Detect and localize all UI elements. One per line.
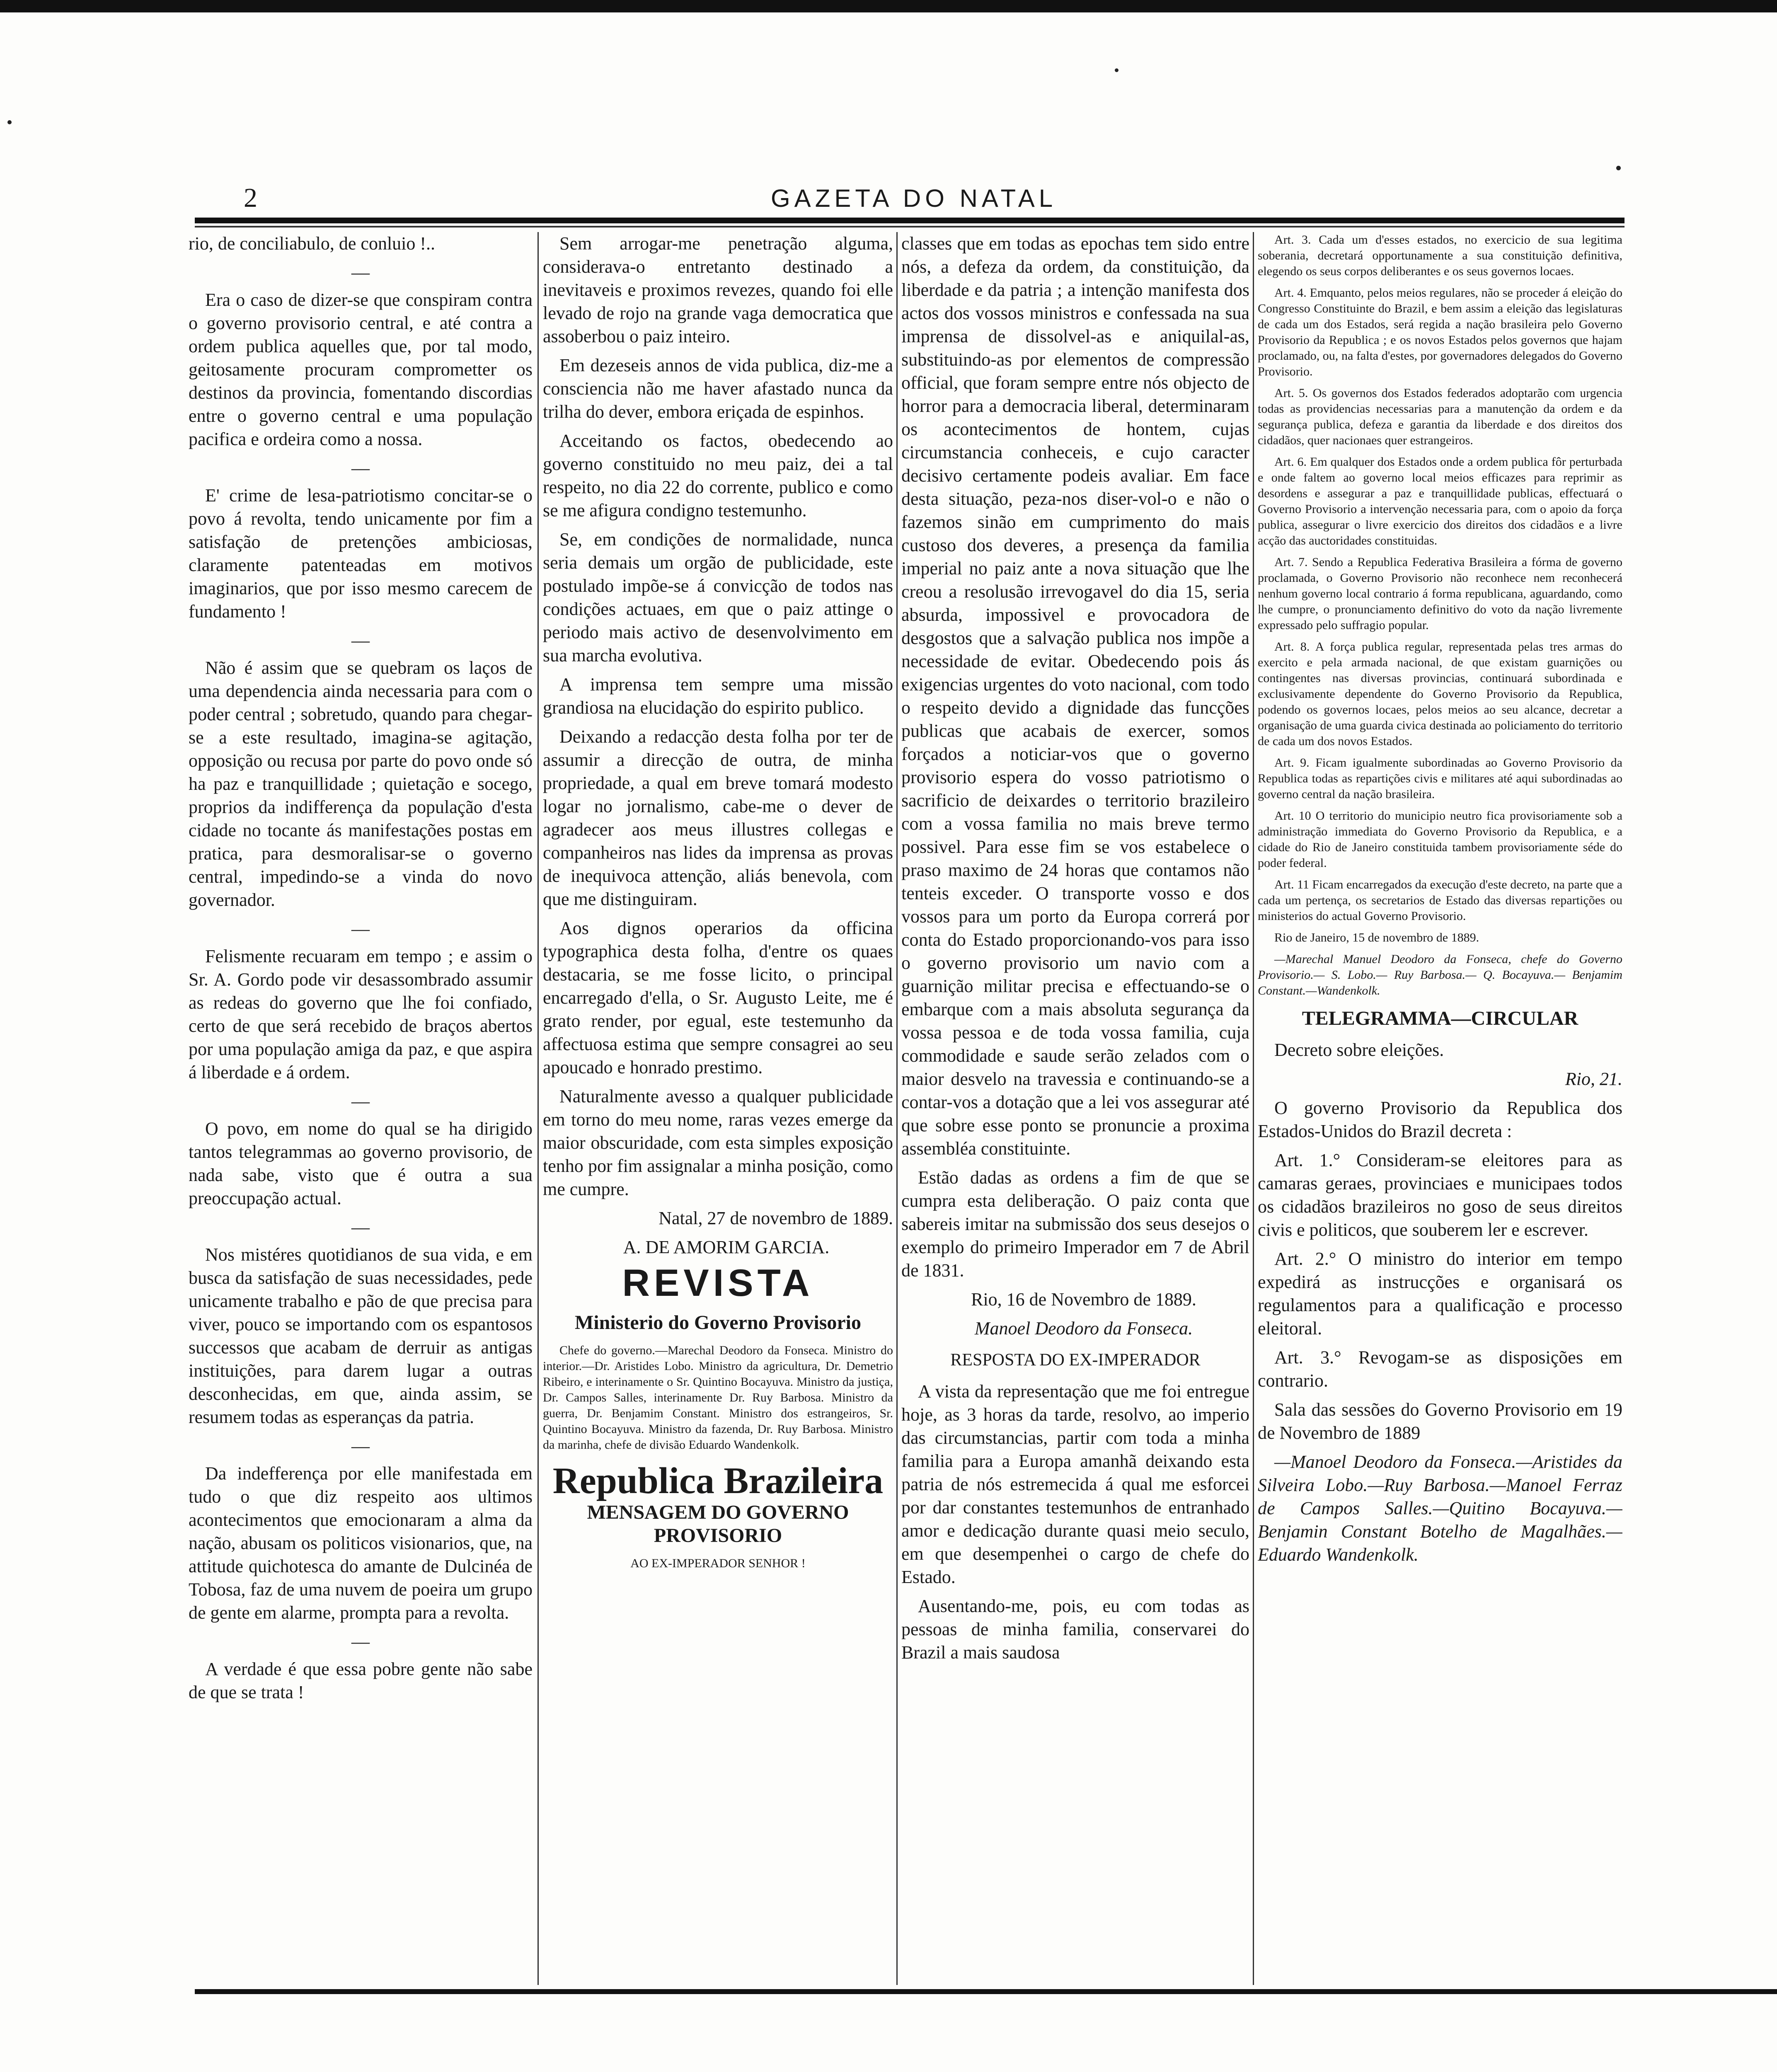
paragraph: O governo Provisorio da Republica dos Estados-Unidos do Brazil decreta : xyxy=(1258,1098,1622,1141)
ministerio-heading: Ministerio do Governo Provisorio xyxy=(574,1312,862,1334)
column-divider xyxy=(1253,232,1254,1985)
paragraph: Nos mistéres quotidianos de sua vida, e em busca da satisfação de suas necessidades, pede unicamente trabalho e pão de que precisa para viver, pouco se importando com os espantosos successos que acabam de derruir as antigas instituições, para darem lugar a outras desconhecidas, em que, ainda assim, se resumem todas as esperanças da patria. xyxy=(189,1244,533,1427)
header-rule xyxy=(195,218,1624,223)
footer-rule xyxy=(195,1989,1777,1994)
paragraph: E' crime de lesa-patriotismo concitar-se o povo á revolta, tendo unicamente por fim a satisfação de pretenções ambiciosas, claramente patenteadas em motivos imaginarios, que por isso mesmo carecem de fundamento ! xyxy=(189,485,533,622)
paragraph: Não é assim que se quebram os laços de uma dependencia ainda necessaria para com o poder central ; sobretudo, quando para chegar-se a este resultado, imagina-se agitação, opposição ou recusa por parte do povo onde só ha paz e tranquillidade ; quietação e socego, proprios da indifferença da população d'esta cidade no tocante ás manifestações postas em pratica, para desmoralisar-se o governo central, impedindo-se a vinda do novo governador. xyxy=(189,658,533,910)
article: Art. 8. A força publica regular, representada pelas tres armas do exercito e pela armada nacional, de que existam guarnições ou contingentes nas diversas provincias, continuará subordinada e exclusivamente dependente do Governo Provisorio da Republica, podendo os governos locaes, pelos meios ao seu alcance, decretar a organisação de uma guarda civica destinada ao policiamento do territorio de cada um dos novos Estados. xyxy=(1258,640,1622,748)
signature: Manoel Deodoro da Fonseca. xyxy=(974,1318,1193,1339)
signature: A. DE AMORIM GARCIA. xyxy=(623,1237,830,1257)
column-divider xyxy=(537,232,539,1985)
dateline: Natal, 27 de novembro de 1889. xyxy=(659,1208,893,1228)
paragraph: Art. 3.° Revogam-se as disposições em contrario. xyxy=(1258,1347,1622,1391)
paragraph: Sala das sessões do Governo Provisorio em 19 de Novembro de 1889 xyxy=(1258,1399,1622,1443)
paragraph: Art. 1.° Consideram-se eleitores para as camaras geraes, provinciaes e municipaes todos os cidadãos brazileiros no goso de seus direitos civis e politicos, que souberem ler e escrever. xyxy=(1258,1150,1622,1240)
paragraph: O povo, em nome do qual se ha dirigido tantos telegrammas ao governo provisorio, de nada sabe, visto que é outra a sua preoccupação actual. xyxy=(189,1118,533,1208)
dateline: Rio, 16 de Novembro de 1889. xyxy=(971,1289,1196,1310)
paragraph: classes que em todas as epochas tem sido entre nós, a defeza da ordem, da constituição, da liberdade e da patria ; a intenção manifesta dos actos dos vossos ministros e confessada na sua imprensa de dissolvel-as e aniquilal-as, substituindo-as por elementos de compressão official, que foram sempre entre nós objecto de horror para a democracia liberal, determinaram os acontecimentos de hontem, cujas circumstancia conheceis, e cujo caracter decisivo certamente podeis avaliar. Em face desta situação, peza-nos diser-vol-o e não o fazemos sinão em cumprimento do mais custoso dos deveres, a presença da familia imperial no paiz ante a nova situação que lhe creou a resolusão irrevogavel do dia 15, seria absurda, impossivel e provocadora de desgostos que a salvação publica nos impõe a necessidade de evitar. Obedecendo pois ás exigencias urgentes do voto nacional, com todo o respeito devido a dignidade das funcções publicas que acabais de exercer, somos forçados a noticiar-vos que o governo provisorio espera do vosso patriotismo o sacrificio de deixardes o territorio brazileiro com a vossa familia no mais breve termo possivel. Para esse fim se vos estabelece o praso maximo de 24 horas que contamos não tenteis exceder. O transporte vosso e dos vossos para um porto da Europa correrá por conta do Estado proporcionando-vos para isso o governo provisorio um navio com a guarnição militar precisa e effectuando-se o embarque com a mais absoluta segurança da vossa pessoa e de toda vossa familia, cuja commodidade e saude serão zelados com o maior desvelo na travessia e continuando-se a contar-vos a dotação que a lei vos assegurar até que sobre esse ponto se pronuncie a proxima assembléa constituinte. xyxy=(901,233,1249,1159)
ministers-list: Chefe do governo.—Marechal Deodoro da Fonseca. Ministro do interior.—Dr. Aristides Lobo. Ministro da agricultura, Dr. Demetrio Ribeiro, e interinamente o Sr. Quintino Bocayuva. Ministro da justiça, Dr. Campos Salles, interinamente Dr. Ruy Barbosa. Ministro da guerra, Dr. Benjamim Constant. Ministro dos estrangeiros, Sr. Quintino Bocayuva. Ministro da fazenda, Dr. Ruy Barbosa. Ministro da marinha, chefe de divisão Eduardo Wandenkolk. xyxy=(543,1343,893,1452)
paragraph: A imprensa tem sempre uma missão grandiosa na elucidação do espirito publico. xyxy=(543,674,893,718)
column-divider xyxy=(896,232,898,1985)
separator: — xyxy=(351,1631,370,1652)
mensagem-heading: MENSAGEM DO GOVERNO PROVISORIO xyxy=(587,1501,849,1547)
article: Art. 3. Cada um d'esses estados, no exercicio de sua legitima soberania, decretará opportunamente a sua constituição definitiva, elegendo os seus corpos deliberantes e os seus governos locaes. xyxy=(1258,233,1622,278)
paragraph: A vista da representação que me foi entregue hoje, as 3 horas da tarde, resolvo, ao imperio das circumstancias, partir com toda a minha familia para a Europa amanhã deixando esta patria de nós estremecida á qual me esforcei por dar constantes testemunhos de entranhado amor e dedicação durante quasi meio seculo, em que desempenhei o cargo de chefe do Estado. xyxy=(901,1381,1249,1587)
article: Art. 7. Sendo a Republica Federativa Brasileira a fórma de governo proclamada, o Governo Provisorio não reconhece nem reconhecerá nenhum governo local contrario á forma republicana, aguardando, como lhe cumpre, o pronunciamento definitivo do voto da nação livremente expressado pelo suffragio popular. xyxy=(1258,555,1622,632)
paragraph: Estão dadas as ordens a fim de que se cumpra esta deliberação. O paiz conta que sabereis imitar na submissão dos seus desejos o exemplo do primeiro Imperador em 7 de Abril de 1831. xyxy=(901,1167,1249,1280)
scan-edge xyxy=(0,0,1777,12)
scan-speck xyxy=(7,120,12,124)
header-rule-thin xyxy=(195,226,1624,228)
paragraph: A verdade é que essa pobre gente não sabe de que se trata ! xyxy=(189,1659,533,1702)
separator: — xyxy=(351,458,370,478)
page-header xyxy=(195,182,1620,215)
article: Art. 9. Ficam igualmente subordinadas ao Governo Provisorio da Republica todas as repartições civis e militares até aqui subordinadas ao governo central da nação brasileira. xyxy=(1258,756,1622,801)
separator: — xyxy=(351,630,370,651)
paragraph: Naturalmente avesso a qualquer publicidade em torno do meu nome, raras vezes emerge da maior obscuridade, com esta simples exposição tenho por fim assignalar a minha posição, como me cumpre. xyxy=(543,1086,893,1199)
scan-speck xyxy=(1115,68,1118,72)
article: Art. 6. Em qualquer dos Estados onde a ordem publica fôr perturbada e onde faltem ao governo local meios efficazes para reprimir as desordens e assegurar a paz e tranquillidade publicas, effectuará o Governo Provisorio a intervenção necessaria para, com o apoio da força publica, assegurar o livre exercicio dos direitos dos cidadãos e a livre acção das auctoridades constituidas. xyxy=(1258,455,1622,547)
article: Art. 10 O territorio do municipio neutro fica provisoriamente sob a administração immediata do Governo Provisorio da Republica, e a cidade do Rio de Janeiro constituida tambem provisoriamente séde do poder federal. xyxy=(1258,809,1622,870)
column-4 xyxy=(1258,232,1622,1985)
telegramma-heading: TELEGRAMMA—CIRCULAR xyxy=(1302,1007,1578,1029)
dateline: Rio, 21. xyxy=(1565,1069,1622,1089)
paragraph: Em dezeseis annos de vida publica, diz-me a consciencia não me haver afastado nunca da trilha do dever, embora eriçada de espinhos. xyxy=(543,355,893,422)
separator: — xyxy=(351,262,370,283)
revista-heading: REVISTA xyxy=(622,1262,814,1304)
paragraph: Da indefferença por elle manifestada em tudo o que diz respeito aos ultimos acontecimentos que emocionaram a alma da nação, abusam os politicos visionarios, que, na attitude quichotesca do amante de Dulcinéa de Tobosa, faz de uma nuvem de poeira um grupo de gente em alarme, prompta para a revolta. xyxy=(189,1463,533,1623)
decree-title: Decreto sobre eleições. xyxy=(1274,1040,1444,1060)
paragraph: Ausentando-me, pois, eu com todas as pessoas de minha familia, conservarei do Brazil a mais saudosa xyxy=(901,1596,1249,1663)
column-1 xyxy=(189,232,533,1985)
separator: — xyxy=(351,919,370,939)
article: Art. 4. Emquanto, pelos meios regulares, não se proceder á eleição do Congresso Constituinte do Brazil, e bem assim a eleição das legislaturas de cada um dos Estados, será regida a nação brasileira pelo Governo Provisorio da Republica ; e os novos Estados pelos governos que hajam proclamado, ou, na falta d'estes, por governadores delegados do Governo Provisorio. xyxy=(1258,286,1622,378)
masthead-title: GAZETA DO NATAL xyxy=(771,184,1057,212)
paragraph: Era o caso de dizer-se que conspiram contra o governo provisorio central, e até contra a ordem publica aquelles que, por tal modo, geitosamente procuram comprometter os destinos da provincia, fomentando discordias entre o governo central e uma população pacifica e ordeira como a nossa. xyxy=(189,290,533,449)
signatures: —Manoel Deodoro da Fonseca.—Aristides da Silveira Lobo.—Ruy Barbosa.—Manoel Ferraz de Campos Salles.—Quitino Bocayuva.— Benjamin Constant Botelho de Magalhães.—Eduardo Wandenkolk. xyxy=(1258,1452,1622,1565)
scan-speck xyxy=(1616,166,1621,170)
separator: — xyxy=(351,1091,370,1111)
paragraph: Se, em condições de normalidade, nunca seria demais um orgão de publicidade, este postulado impõe-se á convicção de todos nas condições actuaes, em que o paiz attinge o periodo mais activo de desenvolvimento em sua marcha evolutiva. xyxy=(543,529,893,666)
dateline: Rio de Janeiro, 15 de novembro de 1889. xyxy=(1274,931,1479,944)
separator: — xyxy=(351,1436,370,1456)
paragraph: Deixando a redacção desta folha por ter de assumir a direcção de outra, de minha propriedade, a qual em breve tomará modesto logar no jornalismo, cabe-me o dever de agradecer aos meus illustres collegas e companheiros nas lides da imprensa as provas de inequivoca attenção, aliás benevola, com que me distinguiram. xyxy=(543,726,893,909)
article: Art. 11 Ficam encarregados da execução d'este decreto, na parte que a cada um pertença, os secretarios de Estado das diversas repartições ou ministerios do actual Governo Provisorio. xyxy=(1258,878,1622,923)
signatures: —Marechal Manuel Deodoro da Fonseca, chefe do Governo Provisorio.— S. Lobo.— Ruy Barbosa.— Q. Bocayuva.— Benjamim Constant.—Wandenkolk. xyxy=(1258,952,1622,997)
paragraph: rio, de conciliabulo, de conluio !.. xyxy=(189,233,436,254)
paragraph: Art. 2.° O ministro do interior em tempo expedirá as instrucções e organisará os regulamentos para a qualificação e processo eleitoral. xyxy=(1258,1249,1622,1339)
separator: — xyxy=(351,1217,370,1237)
paragraph: Sem arrogar-me penetração alguma, considerava-o entretanto destinado a inevitaveis e proximos revezes, quando foi elle levado de rojo na grande vaga democratica que assoberbou o paiz inteiro. xyxy=(543,233,893,346)
resposta-heading: RESPOSTA DO EX-IMPERADOR xyxy=(950,1351,1201,1370)
paragraph: Aos dignos operarios da officina typographica desta folha, d'entre os quaes destacaria, se me fosse licito, o principal encarregado d'ella, o Sr. Augusto Leite, me é grato render, por egual, este testemunho da affectuosa estima que sempre consagrei ao seu apoucado e honrado prestimo. xyxy=(543,918,893,1077)
column-3 xyxy=(901,232,1249,1985)
paragraph: Felismente recuaram em tempo ; e assim o Sr. A. Gordo pode vir desassombrado assumir as redeas do governo que lhe foi confiado, certo de que será recebido de braços abertos por uma população amiga da paz, e que aspira á liberdade e á ordem. xyxy=(189,946,533,1082)
article: Art. 5. Os governos dos Estados federados adoptarão com urgencia todas as providencias necessarias para a manutenção da ordem e da segurança publica, defeza e garantia da liberdade e dos direitos dos cidadãos, quer nacionaes quer estrangeiros. xyxy=(1258,386,1622,447)
paragraph: Acceitando os factos, obedecendo ao governo constituido no meu paiz, dei a tal respeito, no dia 22 do corrente, publico e como se me afigura condigno testemunho. xyxy=(543,431,893,520)
column-2 xyxy=(543,232,893,1985)
mensagem-subheading: AO EX-IMPERADOR SENHOR ! xyxy=(630,1556,806,1570)
page-number: 2 xyxy=(244,183,257,213)
republica-heading: Republica Brazileira xyxy=(552,1460,884,1501)
